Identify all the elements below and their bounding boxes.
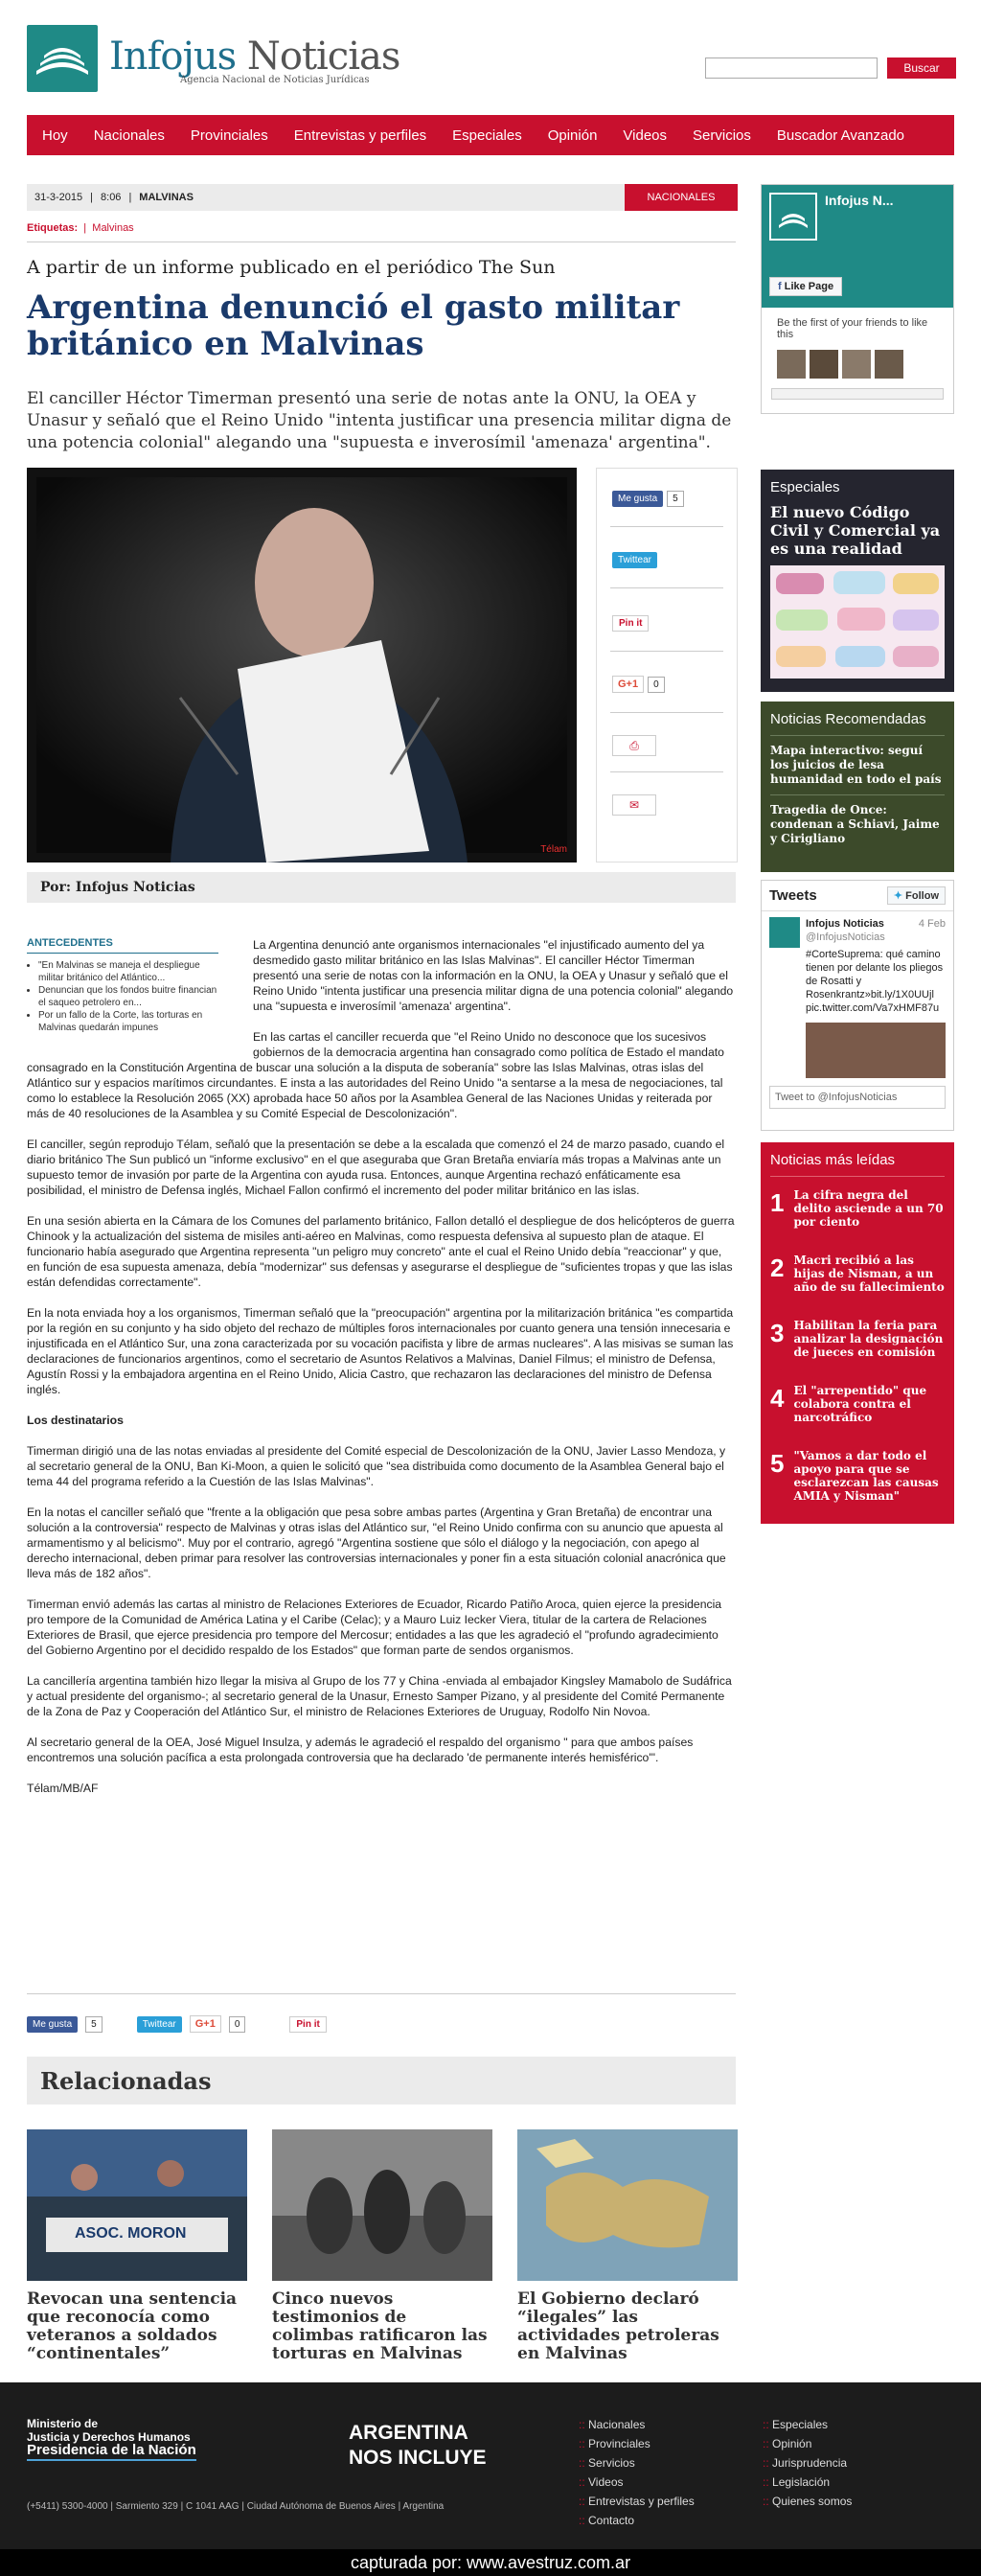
tweet-text: #CorteSuprema: qué camino tienen por delante los pliegos de Rosatti y Rosenkrantz»bit.ly/1X0UUjl pic.twitter.com/Va7xHMF87u (806, 949, 944, 1014)
avatar[interactable] (777, 350, 806, 379)
article-kicker: A partir de un informe publicado en el periódico The Sun (27, 257, 556, 278)
facebook-cover (762, 185, 953, 308)
related-title[interactable]: El Gobierno declaró “ilegales” las actividades petroleras en Malvinas (517, 2289, 719, 2363)
rank-title: El "arrepentido" que colabora contra el narcotráfico (793, 1384, 927, 1424)
footer-link-label: Contacto (588, 2514, 635, 2527)
article-photo[interactable] (27, 468, 577, 862)
relacionadas-title: Relacionadas (27, 2057, 736, 2104)
body-paragraph: En la notas el canciller señaló que "frente a la obligación que pesa sobre ambas partes (Argentina y Gran Bretaña) de encontrar una solución a la controversia" respecto de Malvinas y otras islas del Atlántico sur, "el Reino Unido confirma con su anuncio que apuesta al armamentismo y al belicismo". Muy por el contrario, agregó "Argentina sostiene que sólo el diálogo y la negociación, con apego al derecho internacional, deben primar para resolver las controversias internacionales y poner fin a esta situación colonial anacrónica que lleva más de 182 años". (27, 1506, 726, 1580)
footer-link-label: Opinión (772, 2437, 812, 2450)
search-input[interactable] (705, 58, 878, 79)
rank-title: Habilitan la feria para analizar la designación de jueces en comisión (793, 1319, 944, 1359)
footer-address: (+5411) 5300-4000 | Sarmiento 329 | C 1041 AAG | Ciudad Autónoma de Buenos Aires | Argentina (27, 2501, 445, 2512)
footer-link[interactable]: :: Jurisprudencia (763, 2456, 848, 2470)
footer-link-label: Quienes somos (772, 2495, 853, 2508)
recomendadas-item[interactable]: Mapa interactivo: seguí los juicios de lesa humanidad en todo el país (770, 744, 942, 786)
avatar[interactable] (875, 350, 903, 379)
body-paragraph: La cancillería argentina también hizo llegar la misiva al Grupo de los 77 y China -enviada al embajador Kingsley Mamabolo de Sudáfrica y actual presidente del organismo-; al secretario general de la Unasur, Ernesto Samper Pizano, y al presidente del Comité Permanente de la Zona de Paz y Cooperación del Atlántico Sur, el ministro de Relaciones Exteriores de Uruguay, Rodolfo Nin Novoa. (27, 1674, 732, 1718)
ranking-item[interactable] (770, 1384, 948, 1424)
twitter-widget (761, 880, 954, 1131)
related-title[interactable]: Cinco nuevos testimonios de colimbas ratificaron las torturas en Malvinas (272, 2289, 488, 2363)
related-image[interactable] (517, 2129, 738, 2281)
body-paragraph: La Argentina denunció ante organismos internacionales "el injustificado aumento del ya desmedido gasto militar británico en las Islas Malvinas". El canciller Héctor Timerman presentó una serie de notas con la información en la ONU, la OEA y Unasur y señaló que el Reino Unido "intenta justificar una presencia militar digna de una potencia colonial" alegando una "supuesta e inverosímil 'amenaza' argentina". (253, 938, 734, 1013)
body-paragraph: Al secretario general de la OEA, José Miguel Insulza, y además le agradeció el respaldo del organismo " para que ambos países encontremos una solución pacífica a esta prolongada controversia que ha declarado 'de permanente interés hemisférico'". (27, 1736, 694, 1764)
email-icon[interactable]: ✉ (612, 794, 656, 816)
footer-links-col1 (579, 2415, 695, 2530)
article-lead: El canciller Héctor Timerman presentó una serie de notas ante la ONU, la OEA y Unasur y señaló que el Reino Unido "intenta justificar una presencia militar digna de una potencia colonial" alegando una "supuesta e inverosímil 'amenaza' argentina". (27, 389, 732, 452)
gplus-count: 0 (229, 2016, 246, 2033)
footer-link[interactable]: :: Especiales (763, 2418, 829, 2431)
slogan-line-1: ARGENTINA (349, 2422, 468, 2444)
ranking-item[interactable] (770, 1449, 948, 1503)
especiales-title: Especiales (770, 479, 840, 495)
rank-number: 5 (770, 1449, 785, 1478)
argentina-slogan (349, 2421, 487, 2471)
body-paragraph: En las cartas el canciller recuerda que "el Reino Unido no desconoce que los sucesivos gobiernos de la democracia argentina han consagrado como política de Estado el mandato consagrado en la Constitución Argentina de buscar una solución a la disputa de soberanía" sobre las Islas Malvinas, otras islas del Atlántico sur y espacios marítimos circundantes. E insta a las autoridades del Reino Unido "a sentarse a la mesa de negociaciones, tal como lo establece la Resolución 2065 (XX) aprobada hace 50 años por la Asamblea General de las Naciones Unidas y reiterada por más de 40 resoluciones de la Asamblea y su Comité Especial de Descolonización". (27, 1030, 724, 1120)
rank-title: La cifra negra del delito asciende a un 70 por ciento (793, 1188, 944, 1229)
tweet-date: 4 Feb (918, 918, 946, 930)
antecedentes-item[interactable]: • Denuncian que los fondos buitre financian el saqueo petrolero en... (38, 984, 218, 1009)
illustration-image (770, 565, 945, 678)
body-paragraph: El canciller, según reprodujo Télam, señaló que la presentación se debe a la escalada que comenzó el 24 de marzo pasado, cuando el diario británico The Sun publicó un "informe exclusivo" en el que aseguraba que Gran Bretaña enviaría más tropas a Malvinas ante un supuesto temor de invasión por parte de la Argentina con ayuda rusa. Entonces, aunque Argentina rechazó enfáticamente esa posibilidad, el ministro de Defensa inglés, Michael Fallon confirmó el incremento del poder militar británico en las islas. (27, 1138, 725, 1197)
follow-button[interactable] (887, 886, 946, 905)
footer-link[interactable]: :: Servicios (579, 2456, 635, 2470)
tweet-handle[interactable]: @InfojusNoticias (806, 932, 885, 943)
nav-item-especiales[interactable]: Especiales (452, 126, 522, 144)
antecedentes-item[interactable]: • "En Malvinas se maneja el despliegue militar británico del Atlántico... (38, 959, 218, 984)
especiales-widget (761, 470, 954, 692)
rank-number: 3 (770, 1319, 785, 1347)
nav-item-buscador[interactable]: Buscador Avanzado (776, 126, 905, 144)
tags-label: Etiquetas: (27, 222, 79, 234)
main-nav (27, 115, 954, 155)
divider (27, 1993, 736, 1994)
article-signature: Télam/MB/AF (27, 1782, 99, 1795)
nav-item-videos[interactable]: Videos (623, 126, 668, 144)
pinterest-button[interactable]: Pin it (289, 2016, 326, 2033)
tags-row: Etiquetas: | Malvinas (27, 222, 134, 234)
ranking-item[interactable] (770, 1188, 948, 1229)
avatar[interactable] (769, 917, 800, 948)
footer-link-label: Entrevistas y perfiles (588, 2495, 695, 2508)
tweet-user[interactable]: Infojus Noticias (806, 918, 884, 930)
avatar[interactable] (842, 350, 871, 379)
antecedentes-spacer (27, 937, 253, 1058)
capture-watermark: capturada por: www.avestruz.com.ar (0, 2549, 981, 2576)
recomendadas-title: Noticias Recomendadas (770, 711, 926, 727)
footer-links-col2 (763, 2415, 852, 2511)
ministry-line-2: Justicia y Derechos Humanos (27, 2430, 191, 2444)
related-image[interactable] (272, 2129, 492, 2281)
gplus-count: 0 (648, 677, 665, 693)
footer-link[interactable]: :: Entrevistas y perfiles (579, 2495, 695, 2508)
divider (610, 771, 723, 772)
footer-link-label: Provinciales (588, 2437, 650, 2450)
divider (610, 526, 723, 527)
facebook-page-name[interactable]: Infojus N... (825, 193, 894, 208)
follow-label: Follow (905, 890, 939, 902)
brand-second: Noticias (246, 34, 400, 79)
map-image (517, 2129, 738, 2281)
book-logo-icon (771, 195, 815, 239)
facebook-like-button[interactable]: Me gusta (27, 2016, 78, 2033)
facebook-friend-avatars (762, 350, 953, 379)
divider (610, 651, 723, 652)
nav-item-servicios[interactable]: Servicios (693, 126, 751, 144)
nav-item-nacionales[interactable]: Nacionales (93, 126, 165, 144)
brand-main: Infojus (109, 34, 237, 79)
facebook-like-button[interactable]: Me gusta (612, 491, 663, 507)
footer-link-label: Videos (588, 2475, 624, 2489)
related-title[interactable]: Revocan una sentencia que reconocía como veteranos a soldados “continentales” (27, 2289, 238, 2363)
body-paragraph: En una sesión abierta en la Cámara de los Comunes del parlamento británico, Fallon detalló el despliegue de dos helicópteros de guerra Chinook y la actualización del sistema de misiles anti-aéreo en Malvinas, como respuesta defensiva al supuesto plan de ataque. El funcionario había asegurado que Argentina representa "un peligro muy concreto" ante el cual el Reino Unido debía "reaccionar" y que, en función de esa supuesta amenaza, debía "modernizar" sus defensas y asegurarse el despliegue de "suficientes tropas y que las islas están defendidas correctamente". (27, 1214, 735, 1289)
meta-separator: | (128, 192, 132, 203)
like-page-label: Like Page (784, 281, 834, 292)
pinterest-button[interactable]: Pin it (612, 615, 649, 632)
footer-link-label: Servicios (588, 2456, 635, 2470)
divider (610, 712, 723, 713)
nav-item-hoy[interactable]: Hoy (42, 126, 68, 144)
article-date: 31-3-2015 (34, 192, 83, 203)
gplus-button[interactable]: G+1 (190, 2015, 221, 2033)
rank-number: 2 (770, 1254, 785, 1282)
article-time: 8:06 (101, 192, 122, 203)
especiales-image[interactable] (770, 565, 945, 678)
footer-link[interactable]: :: Nacionales (579, 2418, 646, 2431)
recomendadas-widget (761, 702, 954, 872)
footer-link[interactable]: :: Videos (579, 2475, 624, 2489)
facebook-f-icon: f (778, 281, 785, 292)
footer-link[interactable]: :: Provinciales (579, 2437, 650, 2450)
tag-link[interactable]: Malvinas (92, 222, 134, 234)
antecedentes-item[interactable]: • Por un fallo de la Corte, las torturas en Malvinas quedarán impunes (38, 1009, 218, 1034)
book-logo-icon (27, 25, 98, 92)
site-logo[interactable] (27, 25, 98, 92)
share-panel (596, 468, 738, 862)
facebook-widget (761, 184, 954, 414)
tweet-button[interactable]: Twittear (137, 2016, 182, 2033)
nav-item-opinion[interactable]: Opinión (547, 126, 598, 144)
footer-link-label: Legislación (772, 2475, 831, 2489)
tweet-button[interactable]: Twittear (612, 552, 657, 568)
footer-link[interactable]: :: Opinión (763, 2437, 812, 2450)
ministry-logo[interactable] (27, 2417, 196, 2461)
footer-link[interactable]: :: Quienes somos (763, 2495, 853, 2508)
like-count: 5 (667, 491, 684, 507)
site-brand[interactable] (109, 34, 399, 79)
especiales-link[interactable]: El nuevo Código Civil y Comercial ya es una realidad (770, 503, 941, 558)
rank-number: 1 (770, 1188, 785, 1217)
tweet-image[interactable] (806, 1023, 946, 1078)
footer-link-label: Especiales (772, 2418, 829, 2431)
category-badge[interactable]: NACIONALES (625, 184, 738, 211)
mas-leidas-widget (761, 1142, 954, 1524)
nav-item-entrevistas[interactable]: Entrevistas y perfiles (293, 126, 427, 144)
article-body (27, 937, 736, 1811)
presidency-label: Presidencia de la Nación (27, 2444, 196, 2461)
banner-text: ASOC. MORON (75, 2225, 187, 2242)
body-paragraph: Timerman envió además las cartas al ministro de Relaciones Exteriores de Ecuador, Ricardo Patiño Aroca, quien ejerce la presidencia pro tempore de la Comunidad de América Latina y el Caribe (Celac); y a Mauro Luiz Iecker Viera, titular de la cartera de Relaciones Exteriores de Brasil, que ejerce presidencia pro tempore del Mercosur; entidades a las que les agradeció el "profundo agradecimiento del Gobierno Argentino por el decidido respaldo de los Estados" que forman parte de sendos organismos. (27, 1598, 722, 1657)
nav-item-provinciales[interactable]: Provinciales (190, 126, 268, 144)
mas-leidas-title: Noticias más leídas (770, 1152, 896, 1168)
antecedentes-title: ANTECEDENTES (27, 937, 218, 954)
footer-link[interactable]: :: Contacto (579, 2514, 635, 2527)
site-footer (0, 2382, 981, 2576)
like-count: 5 (85, 2016, 103, 2033)
footer-link-label: Jurisprudencia (772, 2456, 848, 2470)
photo-illustration (27, 468, 577, 862)
print-icon[interactable]: ⎙ (612, 735, 656, 756)
ranking-item[interactable] (770, 1319, 948, 1359)
horizontal-scrollbar[interactable] (771, 388, 944, 400)
related-image[interactable] (27, 2129, 247, 2281)
footer-link-label: Nacionales (588, 2418, 646, 2431)
rank-title: "Vamos a dar todo el apoyo para que se esclarezcan las causas AMIA y Nisman" (793, 1449, 939, 1503)
tweets-title: Tweets (769, 887, 817, 904)
protest-image (27, 2129, 247, 2281)
body-paragraph: Timerman dirigió una de las notas enviadas al presidente del Comité especial de Descolonización de la ONU, Javier Lasso Mendoza, y al secretario general de la ONU, Ban Ki-Moon, a quien le solicitó que "sea distribuida como documento de la Asamblea General bajo el tema 44 del programa referido a la Cuestión de las Islas Malvinas". (27, 1444, 726, 1488)
article-byline: Por: Infojus Noticias (27, 872, 736, 903)
twitter-bird-icon: ✦ (893, 890, 906, 902)
recomendadas-item[interactable]: Tragedia de Once: condenan a Schiavi, Jaime y Cirigliano (770, 803, 940, 845)
gplus-button[interactable]: G+1 (612, 676, 644, 693)
photo-credit: Télam (540, 844, 567, 855)
article-section[interactable]: MALVINAS (139, 192, 194, 203)
article-headline: Argentina denunció el gasto militar británico en Malvinas (27, 288, 680, 363)
search-button[interactable]: Buscar (887, 58, 956, 79)
ranking-item[interactable] (770, 1254, 948, 1294)
body-paragraph: En la nota enviada hoy a los organismos, Timerman señaló que la "preocupación" argentina por la militarización británica "es compartida por la región en su conjunto y ha sido objeto del rechazo de múltiples foros internacionales por cuanto genera una tensión innecesaria e injustificada en el Atlántico Sur, una zona caracterizada por su vocación pacifista y libre de armas nucleares". A las misivas se suman las declaraciones de funcionarios argentinos, como el secretario de Asuntos Relativos a Malvinas, Daniel Filmus; el ministro de Defensa, Agustín Rossi y la embajadora argentina en el Reino Unido, Alicia Castro, que rechazaron las declaraciones del ministro de Defensa inglés. (27, 1306, 734, 1396)
site-tagline: Agencia Nacional de Noticias Jurídicas (180, 75, 370, 85)
facebook-like-page-button[interactable] (769, 277, 842, 296)
rank-title: Macri recibió a las hijas de Nisman, a un año de su fallecimiento (793, 1254, 945, 1294)
facebook-friends-text: Be the first of your friends to like this (777, 317, 928, 340)
divider (610, 587, 723, 588)
share-bar-bottom (27, 2012, 327, 2036)
tweet-to-input[interactable]: Tweet to @InfojusNoticias (769, 1086, 946, 1109)
body-subhead: Los destinatarios (27, 1414, 124, 1427)
rank-number: 4 (770, 1384, 785, 1413)
avatar[interactable] (810, 350, 838, 379)
soldiers-image (272, 2129, 492, 2281)
ministry-line-1: Ministerio de (27, 2417, 99, 2430)
footer-link[interactable]: :: Legislación (763, 2475, 831, 2489)
slogan-line-2: NOS INCLUYE (349, 2447, 487, 2469)
meta-separator: | (90, 192, 94, 203)
facebook-page-avatar[interactable] (769, 193, 817, 241)
